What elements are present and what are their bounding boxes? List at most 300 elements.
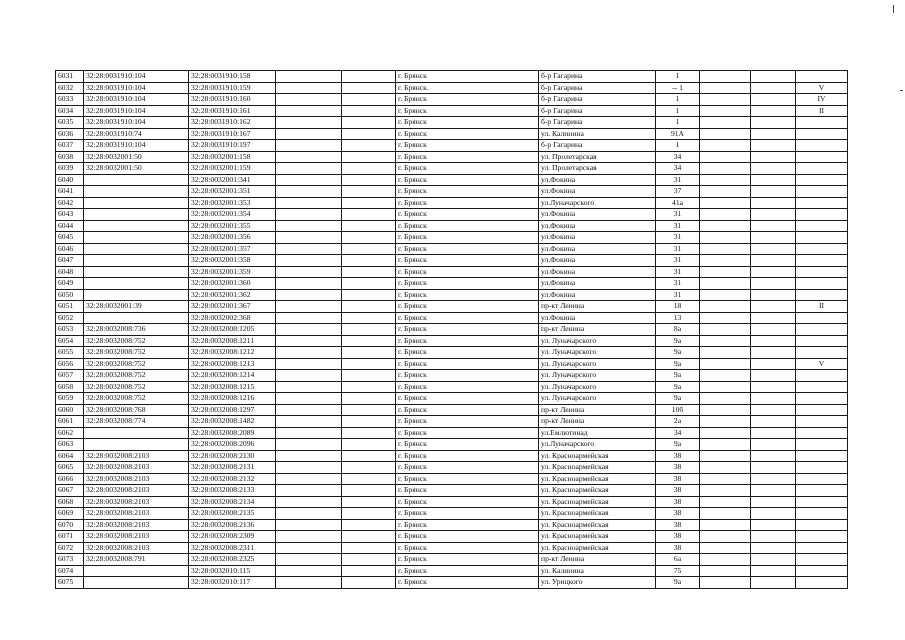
blank-col-4-cell [276, 232, 342, 244]
row-number-cell: 6041 [56, 186, 84, 198]
blank-col-5-cell [342, 140, 396, 152]
blank-col-9-cell [700, 347, 751, 359]
blank-col-9-cell [700, 416, 751, 428]
city-cell: г. Брянск [396, 370, 539, 382]
blank-col-4-cell [276, 347, 342, 359]
roman-mark-cell [796, 289, 848, 301]
house-number-cell: 9а [656, 370, 700, 382]
roman-mark-cell [796, 462, 848, 474]
row-number-cell: 6046 [56, 243, 84, 255]
city-cell: г. Брянск [396, 243, 539, 255]
city-cell: г. Брянск [396, 577, 539, 589]
roman-mark-cell [796, 335, 848, 347]
row-number-cell: 6075 [56, 577, 84, 589]
street-cell: ул. Красноармейская [539, 496, 656, 508]
blank-col-4-cell [276, 404, 342, 416]
street-cell: б-р Гагарина [539, 105, 656, 117]
parent-cadastral-number-cell: 32:28:0032008:2103 [84, 496, 189, 508]
roman-mark-cell [796, 232, 848, 244]
row-number-cell: 6063 [56, 439, 84, 451]
blank-col-5-cell [342, 71, 396, 83]
blank-col-9-cell [700, 496, 751, 508]
row-number-cell: 6039 [56, 163, 84, 175]
house-number-cell: 9а [656, 577, 700, 589]
blank-col-5-cell [342, 519, 396, 531]
blank-col-4-cell [276, 393, 342, 405]
blank-col-10-cell [751, 508, 796, 520]
blank-col-5-cell [342, 565, 396, 577]
parent-cadastral-number-cell [84, 266, 189, 278]
blank-col-9-cell [700, 462, 751, 474]
city-cell: г. Брянск [396, 197, 539, 209]
blank-col-9-cell [700, 71, 751, 83]
cadastral-number-cell: 32:28:0032008:2136 [189, 519, 276, 531]
parent-cadastral-number-cell: 32:28:0032008:2103 [84, 508, 189, 520]
house-number-cell: 31 [656, 243, 700, 255]
row-number-cell: 6050 [56, 289, 84, 301]
row-number-cell: 6044 [56, 220, 84, 232]
street-cell: б-р Гагарина [539, 71, 656, 83]
blank-col-10-cell [751, 404, 796, 416]
parent-cadastral-number-cell: 32:28:0032001:50 [84, 151, 189, 163]
city-cell: г. Брянск [396, 312, 539, 324]
blank-col-10-cell [751, 71, 796, 83]
blank-col-10-cell [751, 243, 796, 255]
cadastral-number-cell: 32:28:0032001:351 [189, 186, 276, 198]
row-number-cell: 6049 [56, 278, 84, 290]
table-row [56, 151, 848, 163]
blank-col-4-cell [276, 289, 342, 301]
table-row [56, 393, 848, 405]
blank-col-9-cell [700, 450, 751, 462]
cadastral-number-cell: 32:28:0031910:167 [189, 128, 276, 140]
house-number-cell: 31 [656, 232, 700, 244]
city-cell: г. Брянск [396, 347, 539, 359]
table-row [56, 358, 848, 370]
parent-cadastral-number-cell [84, 186, 189, 198]
roman-mark-cell [796, 71, 848, 83]
blank-col-9-cell [700, 358, 751, 370]
row-number-cell: 6034 [56, 105, 84, 117]
blank-col-10-cell [751, 278, 796, 290]
row-number-cell: 6040 [56, 174, 84, 186]
cadastral-number-cell: 32:28:0032001:341 [189, 174, 276, 186]
blank-col-10-cell [751, 439, 796, 451]
parent-cadastral-number-cell [84, 197, 189, 209]
roman-mark-cell [796, 519, 848, 531]
street-cell: ул. Луначарского [539, 358, 656, 370]
city-cell: г. Брянск [396, 439, 539, 451]
blank-col-10-cell [751, 117, 796, 129]
blank-col-10-cell [751, 140, 796, 152]
blank-col-9-cell [700, 289, 751, 301]
cadastral-number-cell: 32:28:0032008:1205 [189, 324, 276, 336]
blank-col-9-cell [700, 335, 751, 347]
parent-cadastral-number-cell [84, 427, 189, 439]
blank-col-10-cell [751, 232, 796, 244]
cadastral-number-cell: 32:28:0032008:2131 [189, 462, 276, 474]
blank-col-10-cell [751, 462, 796, 474]
row-number-cell: 6061 [56, 416, 84, 428]
roman-mark-cell [796, 128, 848, 140]
roman-mark-cell [796, 140, 848, 152]
house-number-cell: 31 [656, 266, 700, 278]
blank-col-9-cell [700, 381, 751, 393]
house-number-cell: 31 [656, 174, 700, 186]
city-cell: г. Брянск [396, 232, 539, 244]
city-cell: г. Брянск [396, 174, 539, 186]
city-cell: г. Брянск [396, 128, 539, 140]
blank-col-5-cell [342, 473, 396, 485]
blank-col-10-cell [751, 94, 796, 106]
blank-col-4-cell [276, 554, 342, 566]
blank-col-4-cell [276, 301, 342, 313]
house-number-cell: 38 [656, 519, 700, 531]
blank-col-10-cell [751, 324, 796, 336]
blank-col-4-cell [276, 82, 342, 94]
blank-col-9-cell [700, 186, 751, 198]
city-cell: г. Брянск [396, 381, 539, 393]
house-number-cell: 31 [656, 220, 700, 232]
parent-cadastral-number-cell: 32:28:0031910:74 [84, 128, 189, 140]
house-number-cell: 38 [656, 485, 700, 497]
blank-col-5-cell [342, 209, 396, 221]
blank-col-9-cell [700, 278, 751, 290]
table-row [56, 128, 848, 140]
cadastral-number-cell: 32:28:0032008:2325 [189, 554, 276, 566]
roman-mark-cell [796, 243, 848, 255]
row-number-cell: 6054 [56, 335, 84, 347]
house-number-cell: 38 [656, 542, 700, 554]
blank-col-10-cell [751, 255, 796, 267]
blank-col-4-cell [276, 186, 342, 198]
row-number-cell: 6038 [56, 151, 84, 163]
parent-cadastral-number-cell [84, 243, 189, 255]
street-cell: ул. Красноармейская [539, 542, 656, 554]
house-number-cell: 9а [656, 393, 700, 405]
parent-cadastral-number-cell: 32:28:0032008:752 [84, 393, 189, 405]
house-number-cell: 13 [656, 312, 700, 324]
blank-col-9-cell [700, 370, 751, 382]
blank-col-10-cell [751, 105, 796, 117]
blank-col-5-cell [342, 324, 396, 336]
cadastral-number-cell: 32:28:0031910:159 [189, 82, 276, 94]
parent-cadastral-number-cell [84, 439, 189, 451]
blank-col-10-cell [751, 450, 796, 462]
blank-col-5-cell [342, 450, 396, 462]
parent-cadastral-number-cell: 32:28:0032008:768 [84, 404, 189, 416]
city-cell: г. Брянск [396, 508, 539, 520]
blank-col-4-cell [276, 209, 342, 221]
blank-col-9-cell [700, 565, 751, 577]
row-number-cell: 6053 [56, 324, 84, 336]
blank-col-5-cell [342, 335, 396, 347]
blank-col-9-cell [700, 151, 751, 163]
row-number-cell: 6056 [56, 358, 84, 370]
blank-col-5-cell [342, 232, 396, 244]
table-row [56, 370, 848, 382]
blank-col-10-cell [751, 347, 796, 359]
city-cell: г. Брянск [396, 266, 539, 278]
table-row [56, 439, 848, 451]
table-row [56, 577, 848, 589]
cadastral-number-cell: 32:28:0032008:2130 [189, 450, 276, 462]
blank-col-5-cell [342, 82, 396, 94]
street-cell: б-р Гагарина [539, 140, 656, 152]
blank-col-5-cell [342, 94, 396, 106]
blank-col-9-cell [700, 197, 751, 209]
city-cell: г. Брянск [396, 335, 539, 347]
parent-cadastral-number-cell: 32:28:0032008:2103 [84, 462, 189, 474]
blank-col-10-cell [751, 473, 796, 485]
table-row [56, 243, 848, 255]
house-number-cell: 31 [656, 209, 700, 221]
street-cell: ул.Луначарского [539, 439, 656, 451]
city-cell: г. Брянск [396, 186, 539, 198]
parent-cadastral-number-cell: 32:28:0032008:774 [84, 416, 189, 428]
cadastral-number-cell: 32:28:0032001:353 [189, 197, 276, 209]
parent-cadastral-number-cell: 32:28:0032008:2103 [84, 531, 189, 543]
table-row [56, 197, 848, 209]
city-cell: г. Брянск [396, 324, 539, 336]
table-row [56, 255, 848, 267]
row-number-cell: 6068 [56, 496, 84, 508]
scan-mark-right [900, 90, 903, 91]
row-number-cell: 6055 [56, 347, 84, 359]
blank-col-10-cell [751, 266, 796, 278]
blank-col-10-cell [751, 496, 796, 508]
cadastral-number-cell: 32:28:0032001:362 [189, 289, 276, 301]
parent-cadastral-number-cell: 32:28:0032008:2103 [84, 450, 189, 462]
blank-col-4-cell [276, 473, 342, 485]
blank-col-9-cell [700, 117, 751, 129]
blank-col-5-cell [342, 163, 396, 175]
blank-col-10-cell [751, 519, 796, 531]
table-row [56, 347, 848, 359]
house-number-cell: 10б [656, 404, 700, 416]
blank-col-10-cell [751, 174, 796, 186]
city-cell: г. Брянск [396, 404, 539, 416]
blank-col-5-cell [342, 255, 396, 267]
roman-mark-cell: II [796, 301, 848, 313]
row-number-cell: 6045 [56, 232, 84, 244]
blank-col-10-cell [751, 197, 796, 209]
table-row [56, 140, 848, 152]
blank-col-5-cell [342, 301, 396, 313]
roman-mark-cell [796, 393, 848, 405]
house-number-cell: 75 [656, 565, 700, 577]
blank-col-10-cell [751, 485, 796, 497]
city-cell: г. Брянск [396, 531, 539, 543]
blank-col-5-cell [342, 508, 396, 520]
row-number-cell: 6065 [56, 462, 84, 474]
table-row [56, 324, 848, 336]
blank-col-10-cell [751, 542, 796, 554]
blank-col-10-cell [751, 312, 796, 324]
street-cell: ул. Пролетарская [539, 163, 656, 175]
street-cell: ул.Фокина [539, 243, 656, 255]
roman-mark-cell [796, 151, 848, 163]
blank-col-5-cell [342, 439, 396, 451]
blank-col-5-cell [342, 197, 396, 209]
table-row [56, 232, 848, 244]
table-row [56, 266, 848, 278]
blank-col-4-cell [276, 255, 342, 267]
street-cell: ул.Фокина [539, 266, 656, 278]
parent-cadastral-number-cell [84, 577, 189, 589]
city-cell: г. Брянск [396, 427, 539, 439]
blank-col-4-cell [276, 381, 342, 393]
city-cell: г. Брянск [396, 565, 539, 577]
table-row [56, 335, 848, 347]
row-number-cell: 6073 [56, 554, 84, 566]
cadastral-number-cell: 32:28:0032001:354 [189, 209, 276, 221]
street-cell: ул. Красноармейская [539, 450, 656, 462]
street-cell: пр-кт Ленина [539, 301, 656, 313]
row-number-cell: 6052 [56, 312, 84, 324]
house-number-cell: 1 [656, 105, 700, 117]
cadastral-number-cell: 32:28:0032001:367 [189, 301, 276, 313]
register-table [55, 70, 848, 589]
parent-cadastral-number-cell [84, 174, 189, 186]
parent-cadastral-number-cell [84, 255, 189, 267]
blank-col-9-cell [700, 243, 751, 255]
blank-col-9-cell [700, 140, 751, 152]
blank-col-5-cell [342, 151, 396, 163]
house-number-cell: 2а [656, 416, 700, 428]
house-number-cell: 38 [656, 508, 700, 520]
house-number-cell: 34 [656, 163, 700, 175]
house-number-cell: 38 [656, 450, 700, 462]
blank-col-4-cell [276, 197, 342, 209]
cadastral-number-cell: 32:28:0031910:162 [189, 117, 276, 129]
blank-col-4-cell [276, 71, 342, 83]
street-cell: б-р Гагарина [539, 82, 656, 94]
blank-col-4-cell [276, 105, 342, 117]
city-cell: г. Брянск [396, 393, 539, 405]
blank-col-10-cell [751, 186, 796, 198]
parent-cadastral-number-cell [84, 232, 189, 244]
parent-cadastral-number-cell [84, 312, 189, 324]
table-row [56, 496, 848, 508]
city-cell: г. Брянск [396, 554, 539, 566]
house-number-cell: 8а [656, 324, 700, 336]
blank-col-9-cell [700, 209, 751, 221]
row-number-cell: 6058 [56, 381, 84, 393]
roman-mark-cell [796, 404, 848, 416]
house-number-cell: 34 [656, 151, 700, 163]
table-row [56, 404, 848, 416]
blank-col-5-cell [342, 220, 396, 232]
blank-col-4-cell [276, 312, 342, 324]
blank-col-5-cell [342, 404, 396, 416]
blank-col-9-cell [700, 554, 751, 566]
row-number-cell: 6066 [56, 473, 84, 485]
blank-col-9-cell [700, 473, 751, 485]
house-number-cell: 31 [656, 289, 700, 301]
street-cell: ул. Калинина [539, 128, 656, 140]
roman-mark-cell [796, 163, 848, 175]
street-cell: ул. Красноармейская [539, 508, 656, 520]
parent-cadastral-number-cell: 32:28:0031910:104 [84, 117, 189, 129]
cadastral-number-cell: 32:28:0032008:1297 [189, 404, 276, 416]
street-cell: ул. Красноармейская [539, 531, 656, 543]
city-cell: г. Брянск [396, 542, 539, 554]
blank-col-5-cell [342, 186, 396, 198]
roman-mark-cell [796, 370, 848, 382]
city-cell: г. Брянск [396, 163, 539, 175]
street-cell: ул.Фокина [539, 232, 656, 244]
cadastral-number-cell: 32:28:0032010:115 [189, 565, 276, 577]
house-number-cell: 37 [656, 186, 700, 198]
cadastral-number-cell: 32:28:0032008:2132 [189, 473, 276, 485]
blank-col-9-cell [700, 232, 751, 244]
blank-col-5-cell [342, 289, 396, 301]
roman-mark-cell: IV [796, 94, 848, 106]
street-cell: б-р Гагарина [539, 94, 656, 106]
house-number-cell: 38 [656, 473, 700, 485]
table-row [56, 105, 848, 117]
table-row [56, 301, 848, 313]
city-cell: г. Брянск [396, 278, 539, 290]
blank-col-5-cell [342, 554, 396, 566]
parent-cadastral-number-cell [84, 220, 189, 232]
parent-cadastral-number-cell: 32:28:0031910:104 [84, 71, 189, 83]
blank-col-4-cell [276, 128, 342, 140]
cadastral-number-cell: 32:28:0032001:355 [189, 220, 276, 232]
blank-col-9-cell [700, 94, 751, 106]
roman-mark-cell [796, 324, 848, 336]
blank-col-5-cell [342, 278, 396, 290]
blank-col-9-cell [700, 266, 751, 278]
street-cell: ул.Луначарского [539, 197, 656, 209]
cadastral-number-cell: 32:28:0031910:158 [189, 71, 276, 83]
blank-col-9-cell [700, 312, 751, 324]
roman-mark-cell: II [796, 105, 848, 117]
row-number-cell: 6070 [56, 519, 84, 531]
table-row [56, 416, 848, 428]
blank-col-9-cell [700, 163, 751, 175]
cadastral-number-cell: 32:28:0031910:160 [189, 94, 276, 106]
parent-cadastral-number-cell: 32:28:0032008:791 [84, 554, 189, 566]
blank-col-5-cell [342, 485, 396, 497]
cadastral-number-cell: 32:28:0032002:368 [189, 312, 276, 324]
blank-col-4-cell [276, 117, 342, 129]
blank-col-10-cell [751, 82, 796, 94]
scan-mark-top-right [893, 5, 894, 13]
blank-col-5-cell [342, 393, 396, 405]
cadastral-number-cell: 32:28:0032001:357 [189, 243, 276, 255]
blank-col-4-cell [276, 94, 342, 106]
row-number-cell: 6072 [56, 542, 84, 554]
blank-col-9-cell [700, 393, 751, 405]
parent-cadastral-number-cell [84, 565, 189, 577]
city-cell: г. Брянск [396, 209, 539, 221]
parent-cadastral-number-cell: 32:28:0032008:2103 [84, 542, 189, 554]
row-number-cell: 6051 [56, 301, 84, 313]
table-row [56, 82, 848, 94]
roman-mark-cell [796, 554, 848, 566]
table-row [56, 565, 848, 577]
table-row [56, 519, 848, 531]
blank-col-4-cell [276, 439, 342, 451]
street-cell: ул. Луначарского [539, 335, 656, 347]
table-row [56, 381, 848, 393]
parent-cadastral-number-cell: 32:28:0031910:104 [84, 105, 189, 117]
parent-cadastral-number-cell: 32:28:0032008:752 [84, 335, 189, 347]
house-number-cell: 34 [656, 427, 700, 439]
street-cell: ул.Емлютинад [539, 427, 656, 439]
